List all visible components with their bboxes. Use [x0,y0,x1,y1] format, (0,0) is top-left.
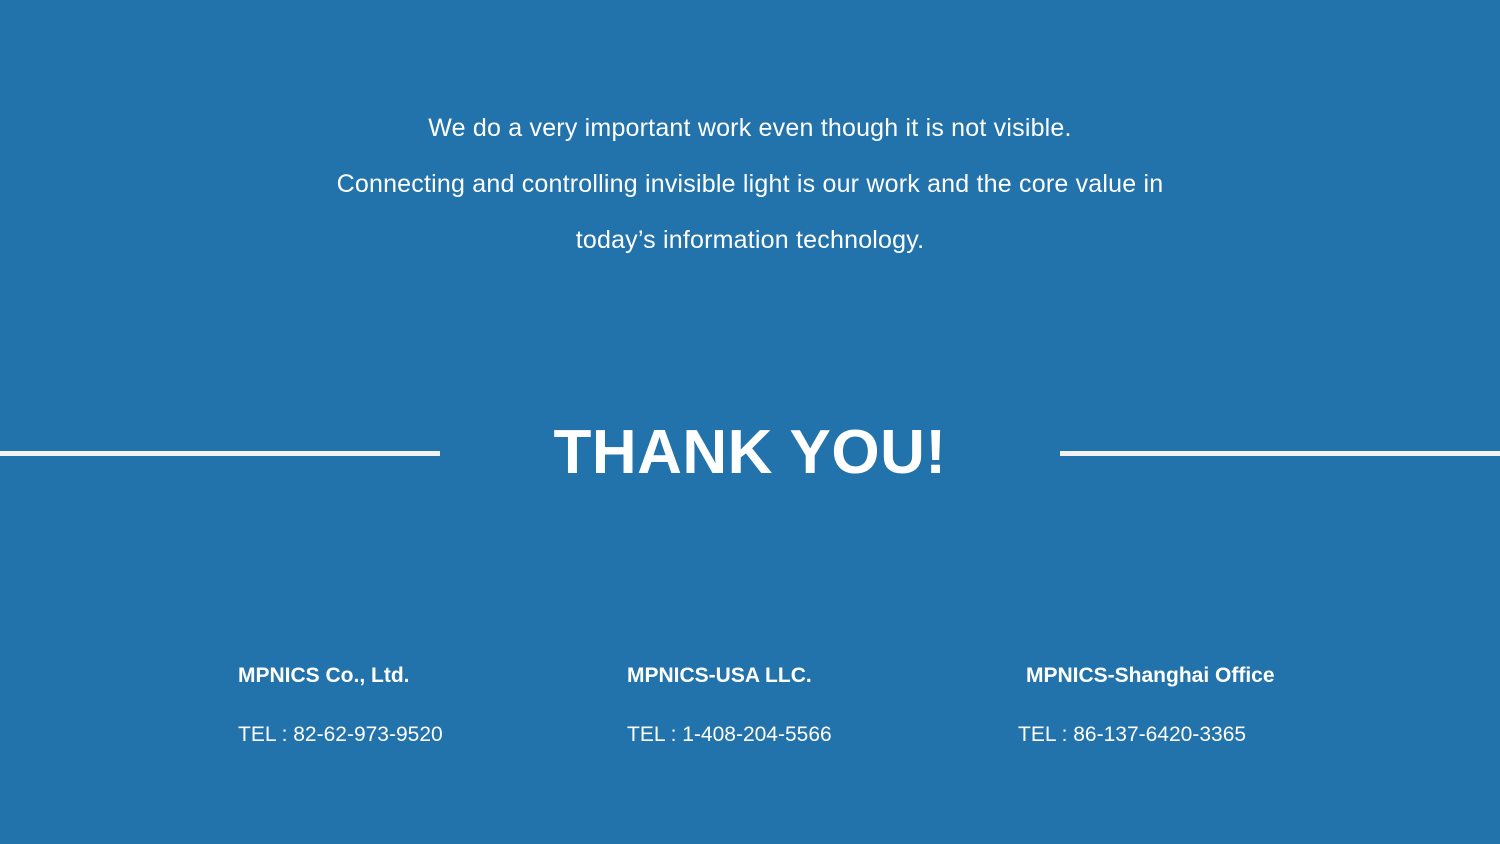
contact-phone: TEL : 86-137-6420-3365 [1018,723,1247,746]
contact-list [180,660,1380,751]
contact-item [180,660,565,751]
title-band [0,408,1500,498]
contact-phone: TEL : 82-62-973-9520 [238,723,443,746]
intro-paragraph [0,100,1500,268]
contact-phone: TEL : 1-408-204-5566 [627,723,832,746]
divider-left [0,451,440,456]
contact-name: MPNICS Co., Ltd. [238,664,410,687]
intro-line-2: Connecting and controlling invisible light is our work and the core value in [336,170,1164,198]
contact-item [950,660,1335,751]
divider-right [1060,451,1500,456]
page-title: THANK YOU! [553,418,947,487]
intro-line-3: today’s information technology. [575,226,925,254]
intro-line-1: We do a very important work even though it is not visible. [428,114,1072,142]
contact-item [565,660,950,751]
contact-name: MPNICS-Shanghai Office [1026,664,1275,687]
contact-name: MPNICS-USA LLC. [627,664,812,687]
